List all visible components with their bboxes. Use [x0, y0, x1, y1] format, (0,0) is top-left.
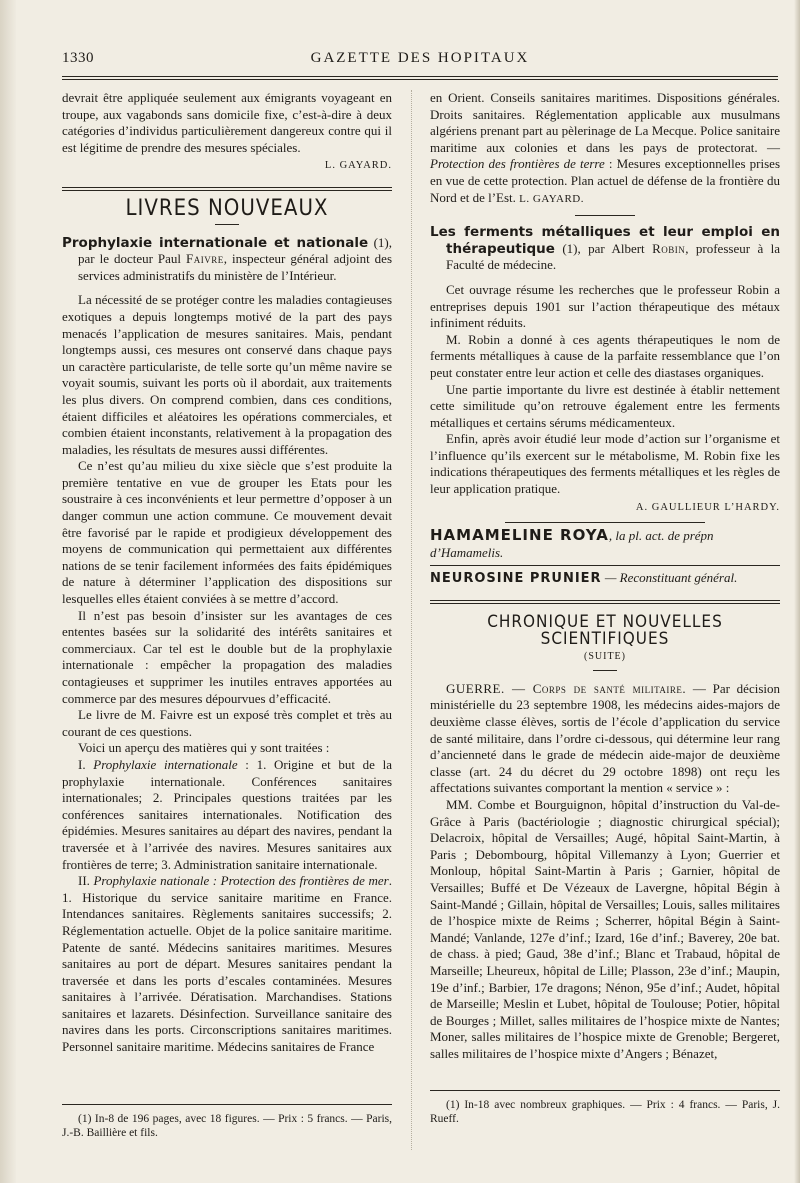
cont-italic: Protection des frontières de terre [430, 156, 605, 172]
ad2-brand: NEUROSINE PRUNIER [430, 571, 602, 587]
paragraph-2: Ce n’est qu’au milieu du xixe siècle que s’est produite la première tentative en vue de grouper les Etats pour les soustraire à ces inconvénients et leur permettre d’opposer à un danger commun une action commune. Ce mouvement devait être favorisé par le rapide et prodigieux développement des moyens de communication qui permettaient aux différentes nations de se tenir facilement informées des faits épidémiques de nature à déterminer l’application des dispositions sur lesquelles elles étaient conviées à se mettre d’accord. [62, 458, 392, 607]
ad-separator [430, 565, 780, 566]
r-paragraph-1: Cet ouvrage résume les recherches que le professeur Robin a entreprises depuis 1901 sur l’action thérapeutique des métaux infiniment réduits. [430, 281, 780, 331]
paragraph-1: La nécessité de se protéger contre les maladies contagieuses exotiques a depuis longtemps motivé de la part des pays menacés l’application de mesures sanitaires. Mais, pendant longtemps aussi, ces mesures ont conservé dans chaque pays un caractère particulariste, de telle sorte qu’un même navire se voyait soumis, suivant les ports où il abordait, aux traitements les plus divers. On comprend combien, dans ces conditions, étaient difficiles et aléatoires les opérations commerciales, et combien étaient inconstants, relativement à la propagation des maladies, les résultats de mesures aussi différentes. [62, 292, 392, 457]
footnote-rule-right [430, 1090, 780, 1091]
paragraph-5: Voici un aperçu des matières qui y sont traitées : [78, 740, 330, 756]
book2-heading [430, 224, 780, 274]
book2-author-post: , professeur à la Faculté de médecine. [446, 240, 781, 273]
guerre-label: GUERRE. — Corps de santé militaire. [446, 680, 687, 696]
ad1-brand: HAMAMELINE ROYA [430, 526, 609, 545]
header-rule [62, 76, 778, 80]
p6-label: I. [78, 756, 94, 772]
p7-label: II. [78, 873, 94, 889]
p6-italic: Prophylaxie internationale [93, 756, 238, 772]
continuation-paragraph [430, 90, 780, 207]
column-rule [411, 90, 412, 1150]
paragraph-4: Le livre de M. Faivre est un exposé très complet et très au courant de ces questions. [62, 707, 392, 739]
section-subtitle: (SUITE) [584, 651, 626, 663]
paragraph-6 [62, 757, 392, 873]
r-paragraph-3: Une partie importante du livre est destinée à établir nettement cette similitude qu’on retrouve également entre les ferments métalliques et certains sérums médicamenteux. [430, 381, 780, 430]
title-underline [215, 224, 239, 225]
cont-signature: L. GAYARD. [519, 192, 584, 205]
book1-author-post: , inspecteur général adjoint des services administratifs du ministère de l’Intérieur. [78, 251, 393, 283]
guerre-paragraph [430, 681, 780, 797]
paragraph-3: Il n’est pas besoin d’insister sur les avantages de ces ententes basées sur la solidarité des intérêts sanitaires et commerciaux. Car tel est le double but de la prophylaxie internationale : empêcher la propagation des maladies contagieuses et supprimer les inutiles entraves apportées au commerce par des mesures dépourvues d’efficacité. [62, 607, 392, 706]
r-paragraph-4: Enfin, après avoir étudié leur mode d’action sur l’organisme et l’influence qu’ils exercent sur le métabolisme, M. Robin fixe les indications thérapeutiques des ferments métalliques et les règles de leur application pratique. [430, 431, 780, 497]
right-column [430, 90, 780, 1062]
book1-author-pre: , par le docteur Paul [78, 234, 392, 267]
section-divider-right [430, 600, 780, 604]
book2-rule [575, 215, 635, 216]
book2-ref: (1) [562, 240, 578, 256]
left-column [62, 90, 392, 1056]
section-title-chronique: CHRONIQUE ET NOUVELLES SCIENTIFIQUES [487, 612, 723, 649]
ad-neurosine [430, 570, 780, 588]
intro-paragraph: devrait être appliquée seulement aux émigrants voyageant en troupe, aux vagabonds sans domicile fixe, c’est-à-dire à deux catégories d’individus particulièrement dangereux contre qui il est légitime de prendre des mesures spéciales. [62, 90, 392, 155]
page-header [62, 48, 778, 74]
book2-author-pre: , par Albert [577, 240, 653, 256]
ad-rule [505, 522, 705, 523]
section-divider [62, 187, 392, 191]
book1-author: Faivre [186, 251, 224, 267]
book1-title: Prophylaxie internationale et nationale [62, 234, 369, 251]
ad2-text: — Reconstituant général. [601, 570, 738, 586]
book2-title: Les ferments métalliques et leur emploi en thérapeutique [430, 224, 780, 257]
journal-title: GAZETTE DES HOPITAUX [310, 50, 530, 66]
ad1-text: , la pl. act. de prépn d’Hamamelis. [430, 528, 714, 560]
r-paragraph-2: M. Robin a donné à ces agents thérapeutiques le nom de ferments métalliques à cause de la parfaite ressemblance que l’on peut constater entre leur action et celle des diastases organiques. [430, 331, 780, 380]
book1-heading [62, 235, 392, 285]
intro-signature: L. GAYARD. [324, 160, 392, 172]
p7-text: . 1. Historique du service sanitaire maritime en France. Intendances sanitaires. Règlements sanitaires successifs; 2. Réglementation actuelle. Objet de la police sanitaire maritime. Patente de santé. Médecins sanitaires maritimes. Mesures sanitaires au port de départ. Mesures sanitaires pendant la traversée et dans les ports d’escales contaminées. Mesures sanitaires à l’arrivée. Dératisation. Marchandises. Stations sanitaires et lazarets. Désinfection. Surveillance sanitaire des navires dans les ports. Circonscriptions sanitaires maritimes. Personnel sanitaire maritime. Médecins sanitaires de France [62, 873, 392, 1055]
page-edge-left [0, 0, 16, 1183]
cont-post: : Mesures exceptionnelles prises en vue de cette protection. Plan actuel de défense de la frontière du Nord et de l’Est. [430, 156, 780, 205]
footnote-right [430, 1098, 780, 1126]
r4-signature: A. GAULLIEUR L’HARDY. [635, 501, 780, 513]
p6-text: : 1. Origine et but de la prophylaxie internationale. Conférences sanitaires internationales; 2. Principales questions traitées par les conférences sanitaires internationales. Notification des épidémies. Mesures sanitaires au départ des navires, pendant la traversée et à l’arrivée des navires. Mesures sanitaires aux frontières de terre; 3. Administration sanitaire internationale. [62, 756, 392, 872]
footnote-rule-left [62, 1104, 392, 1105]
cont-text: en Orient. Conseils sanitaires maritimes. Dispositions générales. Droits sanitaires. Réglementation applicable aux musulmans algériens prenant part au pèlerinage de La Mecque. Police sanitaire maritime aux colonies et dans les pays de protectorat. — [430, 90, 780, 155]
footnote-left [62, 1112, 392, 1140]
chronique-underline [593, 670, 617, 671]
p7-italic: Prophylaxie nationale : Protection des frontières de mer [93, 873, 389, 889]
mm-paragraph: MM. Combe et Bourguignon, hôpital d’instruction du Val-de-Grâce à Paris (bactériologie ; diagnostic chirurgical spécial); Delacroix, hôpital de Versailles; Augé, hôpital Saint-Martin, à Paris ; Debombourg, hôpital Villemanzy à Lyon; Guerrier et Monloup, hôpital Saint-Martin à Paris ; Garnier, hôpital de Versailles; Buffé et De Vézeaux de Lavergne, hôpital Bégin à Saint-Mandé ; Gillain, hôpital de Versailles; Louis, salles militaires de l’hospice mixte de Reims ; Scherrer, hôpital Bégin à Saint-Mandé; Vanlande, 127e d’inf.; Izard, 16e d’inf.; Baverey, 20e bat. de chass. à pied; Gaud, 38e d’inf.; Blanc et Trabaud, hôpital de Marseille; Lheureux, hôpital de Lille; Plasson, 23e d’inf.; Maupin, 19e d’inf.; Barbier, 17e dragons; Nénon, 95e d’inf.; Audet, hôpital de Marseille; Meslin et Lubet, hôpital de Toulouse; Potier, hôpital de Bourges ; Millet, salles militaires de l’hospice mixte de Nantes; Moner, salles militaires de l’hospice mixte de Grenoble; Bergeret, salles militaires de l’hospice mixte d’Angers ; Bénazet, [430, 796, 780, 1061]
footnote-right-text: (1) In-18 avec nombreux graphiques. — Prix : 4 francs. — Paris, J. Rueff. [430, 1099, 780, 1125]
page-edge-right [794, 0, 800, 1183]
section-title-livres: LIVRES NOUVEAUX [125, 195, 329, 221]
paragraph-7 [62, 873, 392, 1056]
ad-hamameline [430, 527, 780, 561]
footnote-left-text: (1) In-8 de 196 pages, avec 18 figures. — Prix : 5 francs. — Paris, J.-B. Baillière et fils. [62, 1113, 392, 1139]
guerre-text: — Par décision ministérielle du 23 septembre 1908, les médecins aides-majors de deuxième classe élèves, sortis de l’école d’application du service de santé militaire, dans l’ordre ci-dessous, qui détermine leur rang d’ancienneté dans le grade de médecin aide-major de deuxième classe (art. 24 du décret du 29 octobre 1898) ont reçu les affectations suivantes comportant la mention « service » : [430, 680, 781, 796]
book2-author: Robin [652, 240, 686, 256]
book1-ref: (1) [373, 234, 389, 250]
page-number: 1330 [62, 50, 94, 66]
